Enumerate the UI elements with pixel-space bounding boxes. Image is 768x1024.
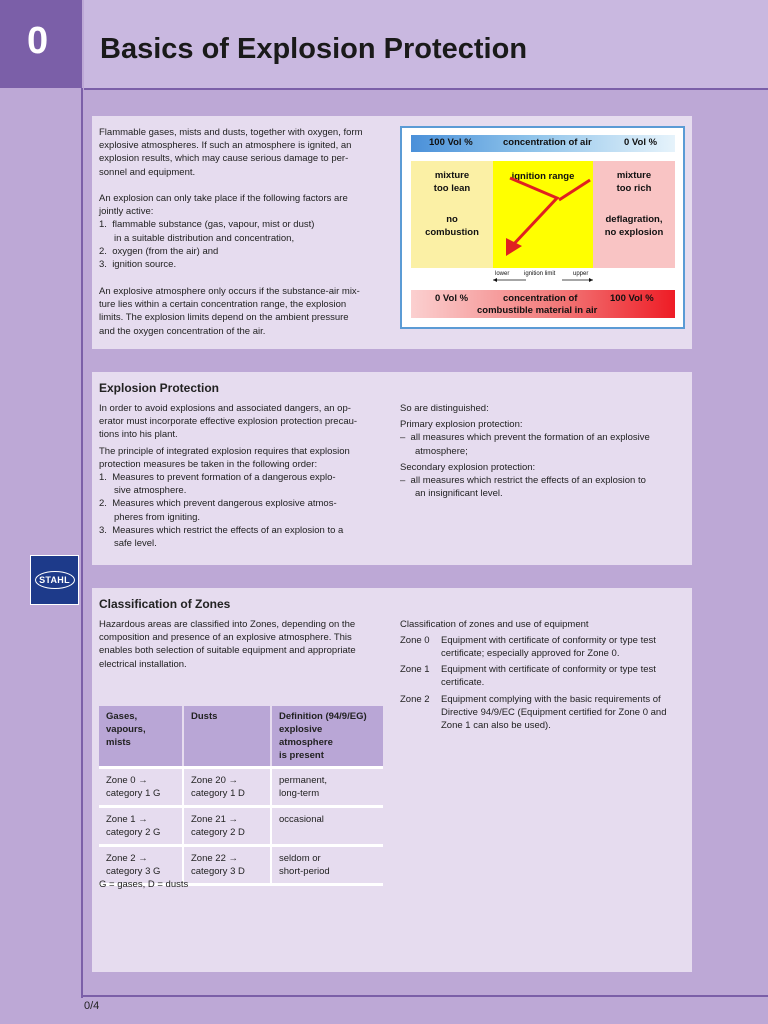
header-divider	[84, 88, 768, 90]
secondary-item	[400, 474, 690, 500]
bottom-rule	[81, 995, 768, 997]
protection-heading: Explosion Protection	[99, 381, 220, 395]
table-row	[99, 768, 383, 807]
text-line: 1. flammable substance (gas, vapour, mist or dust)	[99, 219, 315, 231]
protection-text	[99, 402, 389, 550]
lower-limit-label: lower	[495, 271, 510, 277]
explosion-range-diagram	[400, 126, 685, 329]
deflagration-label: deflagration, no explosion	[604, 214, 664, 238]
measure-item	[99, 471, 389, 497]
chapter-number: 0	[0, 0, 82, 88]
primary-item	[400, 431, 690, 457]
text-line: Secondary explosion protection:	[400, 461, 536, 473]
text-line: sive atmosphere.	[114, 485, 187, 497]
text-line: mists	[106, 737, 131, 748]
zones-heading: Classification of Zones	[99, 597, 231, 611]
rich-label: mixture too rich	[616, 170, 652, 194]
text-line: category 2 D	[191, 827, 245, 838]
text-line: Hazardous areas are classified into Zones, depending on the	[99, 619, 356, 630]
table-header-row	[99, 706, 383, 768]
text-line: Zone 0 →	[106, 775, 148, 786]
intro-paragraph-2	[99, 192, 389, 271]
stahl-logo	[30, 555, 79, 605]
text-line: permanent,	[279, 775, 328, 786]
text-line: An explosive atmosphere only occurs if the substance-air mix-	[99, 286, 360, 297]
text-line: Zone 20 →	[191, 775, 238, 786]
text-line: Zone 1 →	[106, 814, 148, 825]
text-line: – all measures which prevent the formation of an explosive	[400, 432, 650, 444]
text-line: vapours,	[106, 724, 146, 735]
table-cell	[271, 768, 383, 807]
factor-item: 3. ignition source.	[99, 259, 177, 271]
text-line: Zone 1 can also be used).	[441, 720, 551, 731]
text-line: 3. Measures which restrict the effects of an explosion to a	[99, 524, 344, 536]
text-line: Definition (94/9/EG)	[279, 711, 367, 722]
text-line: tions into his plant.	[99, 429, 178, 441]
air-0-label: 0 Vol %	[624, 137, 658, 148]
text-line: Gases,	[106, 711, 138, 722]
text-line: certificate; especially approved for Zone 0.	[441, 648, 620, 659]
text-line: composition and presence of an explosive atmosphere. This	[99, 632, 352, 644]
intro-paragraph-3	[99, 285, 389, 338]
factor-item	[99, 218, 389, 244]
air-100-label: 100 Vol %	[429, 137, 473, 148]
text-line: sonnel and equipment.	[99, 166, 196, 178]
text-line: – all measures which restrict the effects of an explosion to	[400, 475, 646, 487]
text-line: 1. Measures to prevent formation of a dangerous explo-	[99, 472, 336, 484]
text-line: Equipment with certificate of conformity or type test	[441, 664, 656, 675]
text-line: Zone 21 →	[191, 814, 238, 825]
protection-types	[400, 402, 690, 500]
table-legend: G = gases, D = dusts	[99, 879, 189, 890]
combustible-concentration-label: concentration of	[503, 293, 578, 304]
text-line: pheres from igniting.	[114, 511, 201, 523]
text-line: Dusts	[191, 711, 218, 722]
text-line: explosion results, which may cause serious damage to per-	[99, 153, 349, 165]
text-line: Primary explosion protection:	[400, 419, 523, 431]
text-line: and the oxygen concentration of the air.	[99, 325, 266, 337]
text-line: Flammable gases, mists and dusts, together with oxygen, form	[99, 127, 363, 138]
text-line: certificate.	[441, 677, 485, 688]
header-definition	[271, 706, 383, 768]
text-line: jointly active:	[99, 206, 154, 218]
text-line: So are distinguished:	[400, 403, 489, 414]
text-line: limits. The explosion limits depend on the ambient pressure	[99, 312, 349, 324]
table-cell	[99, 807, 183, 846]
text-line: category 2 G	[106, 827, 161, 838]
table-cell	[99, 768, 183, 807]
text-line: Zone 2 →	[106, 853, 148, 864]
text-line: in a suitable distribution and concentration,	[114, 232, 295, 244]
table-cell	[271, 846, 383, 885]
zone-label: Zone 1	[400, 664, 430, 675]
text-line: electrical installation.	[99, 658, 187, 670]
combustible-0-label: 0 Vol %	[435, 293, 469, 304]
zone-description	[441, 634, 691, 660]
zone-label: Zone 0	[400, 635, 430, 646]
zone-description	[441, 693, 691, 732]
text-line: Equipment complying with the basic requirements of	[441, 694, 661, 705]
text-line: Zone 22 →	[191, 853, 238, 864]
zones-table	[99, 706, 383, 886]
intro-paragraph-1	[99, 126, 389, 179]
text-line: Directive 94/9/EC (Equipment certified for Zone 0 and	[441, 707, 667, 718]
ignition-limit-label: ignition limit	[524, 271, 556, 277]
combustible-concentration-label-2: combustible material in air	[477, 305, 598, 316]
header-dusts	[183, 706, 271, 768]
text-line: safe level.	[114, 538, 157, 550]
page-number: 0/4	[84, 1000, 100, 1012]
no-combustion-label: no combustion	[425, 214, 479, 238]
table-cell	[271, 807, 383, 846]
text-line: is present	[279, 750, 324, 761]
lean-label: mixture too lean	[433, 170, 471, 194]
text-line: category 1 D	[191, 788, 245, 799]
text-line: The principle of integrated explosion requires that explosion	[99, 445, 350, 457]
zone-use-row	[400, 693, 691, 735]
measure-item	[99, 497, 389, 523]
text-line: 2. Measures which prevent dangerous explosive atmos-	[99, 498, 337, 510]
zone-use-row	[400, 634, 691, 664]
air-concentration-label: concentration of air	[503, 137, 592, 148]
left-rule	[81, 88, 83, 998]
page-title: Basics of Explosion Protection	[100, 33, 528, 65]
text-line: Equipment with certificate of conformity or type test	[441, 635, 656, 646]
table-cell	[183, 846, 271, 885]
text-line: enables both selection of suitable equipment and appropriate	[99, 645, 356, 657]
table-cell	[183, 807, 271, 846]
text-line: erator must incorporate effective explosion protection precau-	[99, 416, 358, 428]
ignition-range-label: ignition range	[511, 171, 575, 182]
text-line: explosive atmospheres. If such an atmosphere is ignited, an	[99, 140, 352, 152]
text-line: An explosion can only take place if the following factors are	[99, 193, 348, 204]
text-line: short-period	[279, 866, 330, 877]
text-line: seldom or	[279, 853, 321, 864]
zones-intro	[99, 618, 389, 671]
zone-label: Zone 2	[400, 694, 430, 705]
text-line: protection measures be taken in the following order:	[99, 458, 318, 470]
zone-use-row	[400, 663, 691, 693]
table-cell	[183, 768, 271, 807]
text-line: ture lies within a certain concentration range, the explosion	[99, 299, 347, 311]
text-line: long-term	[279, 788, 320, 799]
combustible-concentration-bar	[411, 290, 675, 318]
text-line: atmosphere	[279, 737, 333, 748]
text-line: atmosphere;	[415, 445, 468, 457]
text-line: In order to avoid explosions and associated dangers, an op-	[99, 403, 351, 414]
text-line: category 3 D	[191, 866, 245, 877]
table-row	[99, 807, 383, 846]
upper-limit-label: upper	[573, 271, 589, 277]
text-line: an insignificant level.	[415, 488, 503, 500]
text-line: explosive	[279, 724, 323, 735]
logo-text: STAHL	[35, 571, 75, 589]
zone-description	[441, 663, 691, 689]
zones-use-heading: Classification of zones and use of equipment	[400, 619, 589, 630]
header-gases	[99, 706, 183, 768]
measure-item	[99, 524, 389, 550]
text-line: category 3 G	[106, 866, 161, 877]
factor-item: 2. oxygen (from the air) and	[99, 245, 219, 257]
text-line: category 1 G	[106, 788, 161, 799]
combustible-100-label: 100 Vol %	[610, 293, 654, 304]
text-line: occasional	[279, 814, 324, 825]
